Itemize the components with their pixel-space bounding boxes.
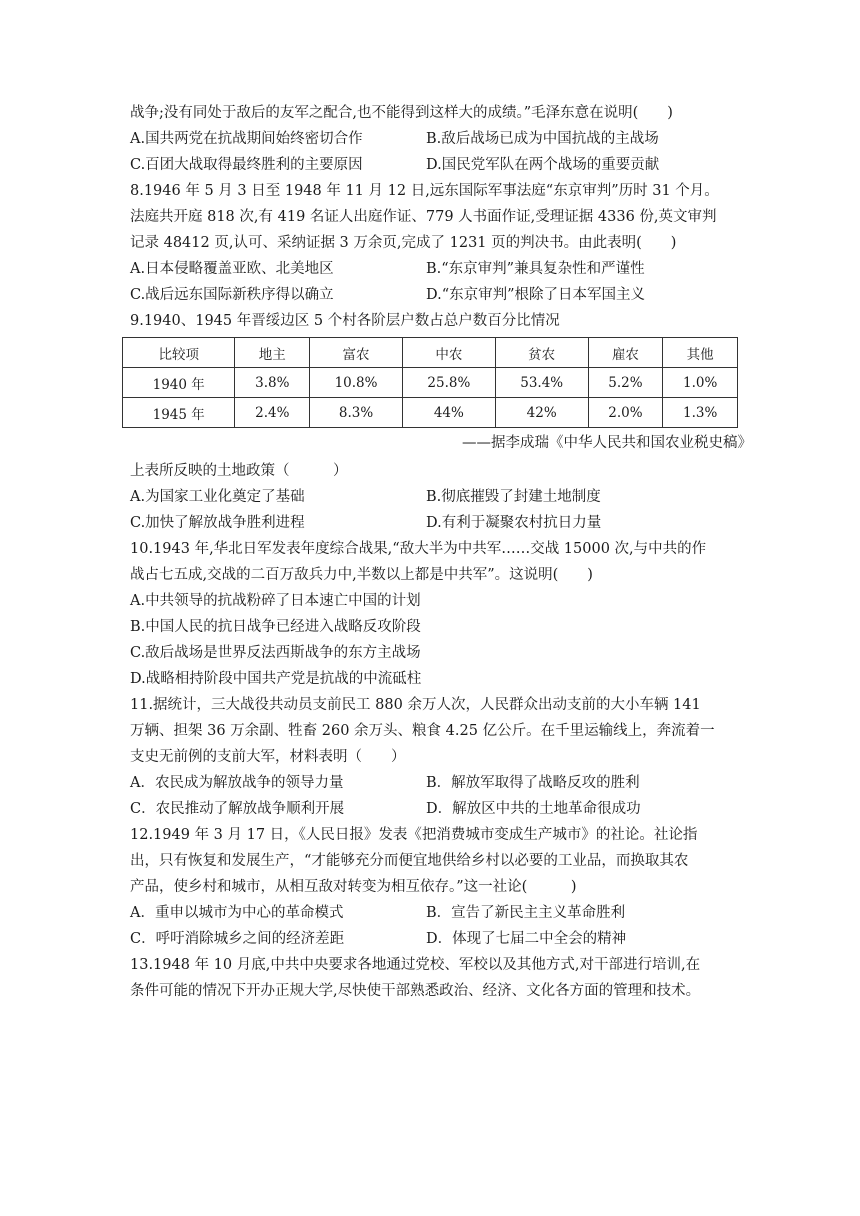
q7-option-a[interactable]: A.国共两党在抗战期间始终密切合作 [130,131,363,147]
table-row [123,368,738,398]
q9-title: 9.1940、1945 年晋绥边区 5 个村各阶层户数占总户数百分比情况 [130,313,560,329]
q13-stem-line-1: 13.1948 年 10 月底,中共中央要求各地通过党校、军校以及其他方式,对干部进行培训,在 [130,957,701,973]
q12-option-b[interactable]: B．宣告了新民主主义革命胜利 [426,905,626,921]
q11-option-d[interactable]: D．解放区中共的土地革命很成功 [426,801,641,817]
q12-options-row-2 [130,926,740,952]
q11-stem-line-1: 11.据统计，三大战役共动员支前民工 880 余万人次，人民群众出动支前的大小车辆 141 [130,697,701,713]
q11-options-row-2 [130,796,740,822]
table-cell: 1940 年 [123,368,235,398]
table-cell: 53.4% [495,368,588,398]
table-row [123,398,738,428]
q8-stem-line-1: 8.1946 年 5 月 3 日至 1948 年 11 月 12 日,远东国际军事法庭“东京审判”历时 31 个月。 [130,183,719,199]
q10-option-b[interactable]: B.中国人民的抗日战争已经进入战略反攻阶段 [130,619,421,635]
q7-stem-end: 战争;没有同处于敌后的友军之配合,也不能得到这样大的成绩。”毛泽东意在说明( ) [130,105,673,121]
q9-options-row-2 [130,510,740,536]
q11-stem-line-2: 万辆、担架 36 万余副、牲畜 260 余万头、粮食 4.25 亿公斤。在千里运输线上，奔流着一 [130,723,715,739]
q9-table-source: ——据李成瑞《中华人民共和国农业税史稿》 [462,435,752,451]
table-header-cell: 地主 [235,338,310,368]
q12-option-c[interactable]: C．呼吁消除城乡之间的经济差距 [130,931,345,947]
table-header-cell: 其他 [663,338,738,368]
table-header-cell: 中农 [402,338,495,368]
table-cell: 2.0% [588,398,663,428]
q8-options-row-2 [130,282,740,308]
q11-option-a[interactable]: A．农民成为解放战争的领导力量 [130,775,344,791]
q8-option-c[interactable]: C.战后远东国际新秩序得以确立 [130,287,334,303]
q12-stem-line-3: 产品，使乡村和城市，从相互敌对转变为相互依存。”这一社论( ) [130,879,577,895]
table-cell: 10.8% [310,368,403,398]
q10-option-a[interactable]: A.中共领导的抗战粉碎了日本速亡中国的计划 [130,593,421,609]
table-header-cell: 富农 [310,338,403,368]
q7-option-b[interactable]: B.敌后战场已成为中国抗战的主战场 [426,131,659,147]
q10-option-d[interactable]: D.战略相持阶段中国共产党是抗战的中流砥柱 [130,671,422,687]
q9-options-row-1 [130,484,740,510]
q9-option-d[interactable]: D.有利于凝聚农村抗日力量 [426,515,602,531]
q8-options-row-1 [130,256,740,282]
q10-stem-line-1: 10.1943 年,华北日军发表年度综合战果,“敌大半为中共军……交战 15000 次,与中共的作 [130,541,707,557]
table-cell: 8.3% [310,398,403,428]
q13-stem-line-2: 条件可能的情况下开办正规大学,尽快使干部熟悉政治、经济、文化各方面的管理和技术。 [130,983,701,999]
q9-option-b[interactable]: B.彻底摧毁了封建土地制度 [426,489,601,505]
q9-stem: 上表所反映的土地政策（ ） [130,463,348,479]
exam-page [130,100,752,1004]
q10-stem-line-2: 战占七五成,交战的二百万敌兵力中,半数以上都是中共军”。这说明( ) [130,567,593,583]
table-cell: 2.4% [235,398,310,428]
table-header-row [123,338,738,368]
q9-option-a[interactable]: A.为国家工业化奠定了基础 [130,489,305,505]
q10-option-c[interactable]: C.敌后战场是世界反法西斯战争的东方主战场 [130,645,421,661]
table-cell: 44% [402,398,495,428]
q12-options-row-1 [130,900,740,926]
q8-option-d[interactable]: D.“东京审判”根除了日本军国主义 [426,287,646,303]
q7-options-row-2 [130,152,740,178]
table-cell: 1.3% [663,398,738,428]
table-cell: 1945 年 [123,398,235,428]
table-cell: 3.8% [235,368,310,398]
q12-stem-line-2: 出，只有恢复和发展生产，“才能够充分而便宜地供给乡村以必要的工业品，而换取其农 [130,853,689,869]
q11-options-row-1 [130,770,740,796]
table-header-cell: 贫农 [495,338,588,368]
q12-stem-line-1: 12.1949 年 3 月 17 日，《人民日报》发表《把消费城市变成生产城市》的社论。社论指 [130,827,698,843]
q7-options-row-1 [130,126,740,152]
q8-stem-line-2: 法庭共开庭 818 次,有 419 名证人出庭作证、779 人书面作证,受理证据 4336 份,英文审判 [130,209,717,225]
q9-option-c[interactable]: C.加快了解放战争胜利进程 [130,515,305,531]
table-header-cell: 比较项 [123,338,235,368]
q11-option-b[interactable]: B．解放军取得了战略反攻的胜利 [426,775,640,791]
q7-option-c[interactable]: C.百团大战取得最终胜利的主要原因 [130,157,363,173]
table-cell: 1.0% [663,368,738,398]
q11-option-c[interactable]: C．农民推动了解放战争顺利开展 [130,801,345,817]
q12-option-a[interactable]: A．重申以城市为中心的革命模式 [130,905,344,921]
table-cell: 42% [495,398,588,428]
q8-option-b[interactable]: B.“东京审判”兼具复杂性和严谨性 [426,261,645,277]
table-header-cell: 雇农 [588,338,663,368]
q11-stem-line-3: 支史无前例的支前大军，材料表明（ ） [130,749,406,765]
table-cell: 25.8% [402,368,495,398]
q8-stem-line-3: 记录 48412 页,认可、采纳证据 3 万余页,完成了 1231 页的判决书。由此表明( ) [130,235,677,251]
q9-data-table [122,337,738,428]
q12-option-d[interactable]: D．体现了七届二中全会的精神 [426,931,627,947]
q8-option-a[interactable]: A.日本侵略覆盖亚欧、北美地区 [130,261,334,277]
table-cell: 5.2% [588,368,663,398]
q7-option-d[interactable]: D.国民党军队在两个战场的重要贡献 [426,157,660,173]
